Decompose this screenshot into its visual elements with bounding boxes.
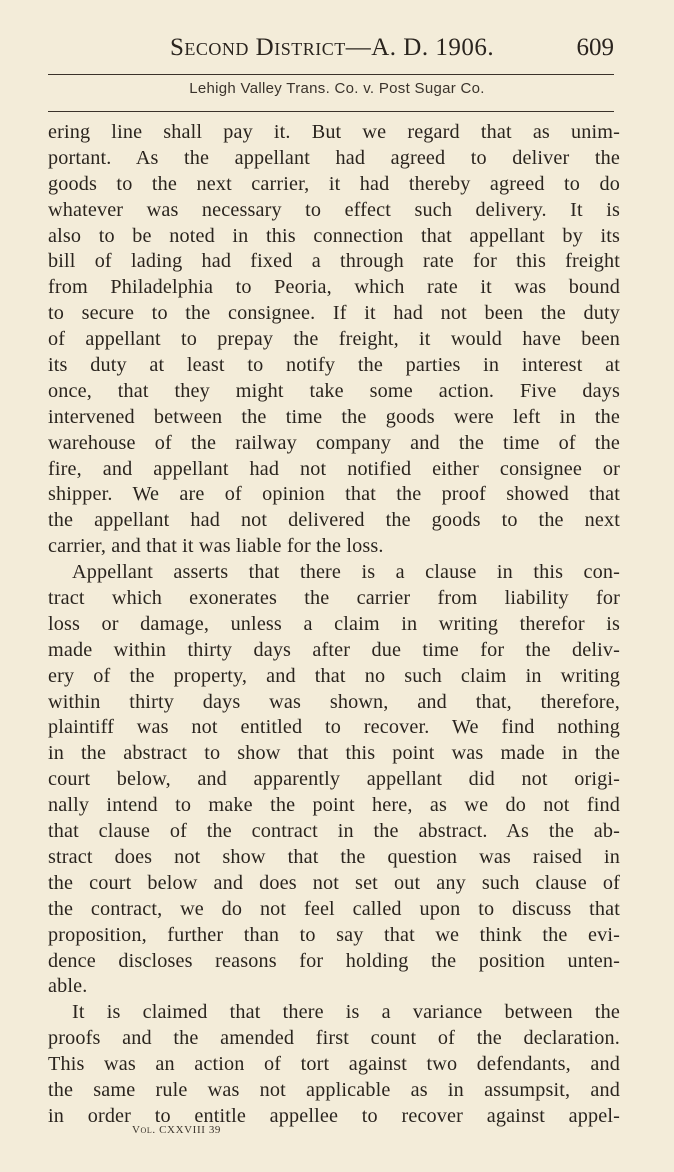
text-line: able. bbox=[48, 975, 88, 998]
running-head bbox=[48, 34, 618, 66]
text-line: Appellant asserts that there is a clause in this con- bbox=[72, 561, 620, 584]
text-line: warehouse of the railway company and the time of the bbox=[48, 431, 620, 454]
text-line: also to be noted in this connection that appellant by its bbox=[48, 224, 620, 247]
district-heading: Second District—A. D. 1906. bbox=[170, 34, 495, 61]
text-line: once, that they might take some action. Five days bbox=[48, 379, 620, 402]
text-line: proposition, further than to say that we think the evi- bbox=[48, 923, 620, 946]
page-number: 609 bbox=[576, 34, 614, 61]
text-line: proofs and the amended first count of the declaration. bbox=[48, 1027, 620, 1050]
text-line: in order to entitle appellee to recover against appel- bbox=[48, 1104, 620, 1127]
text-line: that clause of the contract in the abstract. As the ab- bbox=[48, 820, 620, 843]
text-line: the court below and does not set out any such clause of bbox=[48, 871, 620, 894]
text-line: the appellant had not delivered the goods to the next bbox=[48, 509, 620, 532]
text-line: loss or damage, unless a claim in writing therefor is bbox=[48, 612, 620, 635]
text-line: ering line shall pay it. But we regard that as unim- bbox=[48, 121, 620, 143]
text-line: to secure to the consignee. If it had not been the duty bbox=[48, 302, 620, 325]
text-line: from Philadelphia to Peoria, which rate it was bound bbox=[48, 276, 620, 299]
text-line: intervened between the time the goods were left in the bbox=[48, 405, 620, 428]
text-line: carrier, and that it was liable for the loss. bbox=[48, 535, 384, 558]
text-line: within thirty days was shown, and that, therefore, bbox=[48, 690, 620, 713]
header-rule-top bbox=[48, 74, 614, 75]
text-line: bill of lading had fixed a through rate for this freight bbox=[48, 250, 620, 273]
text-line: court below, and apparently appellant did not origi- bbox=[48, 768, 620, 791]
text-line: tract which exonerates the carrier from liability for bbox=[48, 587, 620, 610]
text-line: portant. As the appellant had agreed to deliver the bbox=[48, 146, 620, 169]
text-line: dence discloses reasons for holding the position unten- bbox=[48, 949, 620, 972]
text-line: fire, and appellant had not notified either consignee or bbox=[48, 457, 620, 480]
text-line: nally intend to make the point here, as we do not find bbox=[48, 794, 620, 817]
text-line: the same rule was not applicable as in assumpsit, and bbox=[48, 1078, 620, 1101]
body-text bbox=[48, 120, 620, 1130]
case-title: Lehigh Valley Trans. Co. v. Post Sugar Co. bbox=[189, 80, 485, 97]
text-line: This was an action of tort against two defendants, and bbox=[48, 1053, 620, 1076]
text-line: made within thirty days after due time for the deliv- bbox=[48, 638, 620, 661]
text-line: whatever was necessary to effect such delivery. It is bbox=[48, 198, 620, 221]
text-line: its duty at least to notify the parties in interest at bbox=[48, 354, 620, 377]
text-line: plaintiff was not entitled to recover. We find nothing bbox=[48, 716, 620, 739]
text-line: the contract, we do not feel called upon to discuss that bbox=[48, 897, 620, 920]
text-line: of appellant to prepay the freight, it would have been bbox=[48, 328, 620, 351]
text-line: shipper. We are of opinion that the proof showed that bbox=[48, 483, 620, 506]
header-rule-bottom bbox=[48, 111, 614, 112]
text-line: in the abstract to show that this point was made in the bbox=[48, 742, 620, 765]
text-line: goods to the next carrier, it had thereby agreed to do bbox=[48, 172, 620, 195]
signature-mark: Vol. CXXVIII 39 bbox=[132, 1124, 222, 1136]
text-line: stract does not show that the question was raised in bbox=[48, 845, 620, 868]
text-line: It is claimed that there is a variance between the bbox=[72, 1001, 620, 1024]
text-line: ery of the property, and that no such claim in writing bbox=[48, 664, 620, 687]
